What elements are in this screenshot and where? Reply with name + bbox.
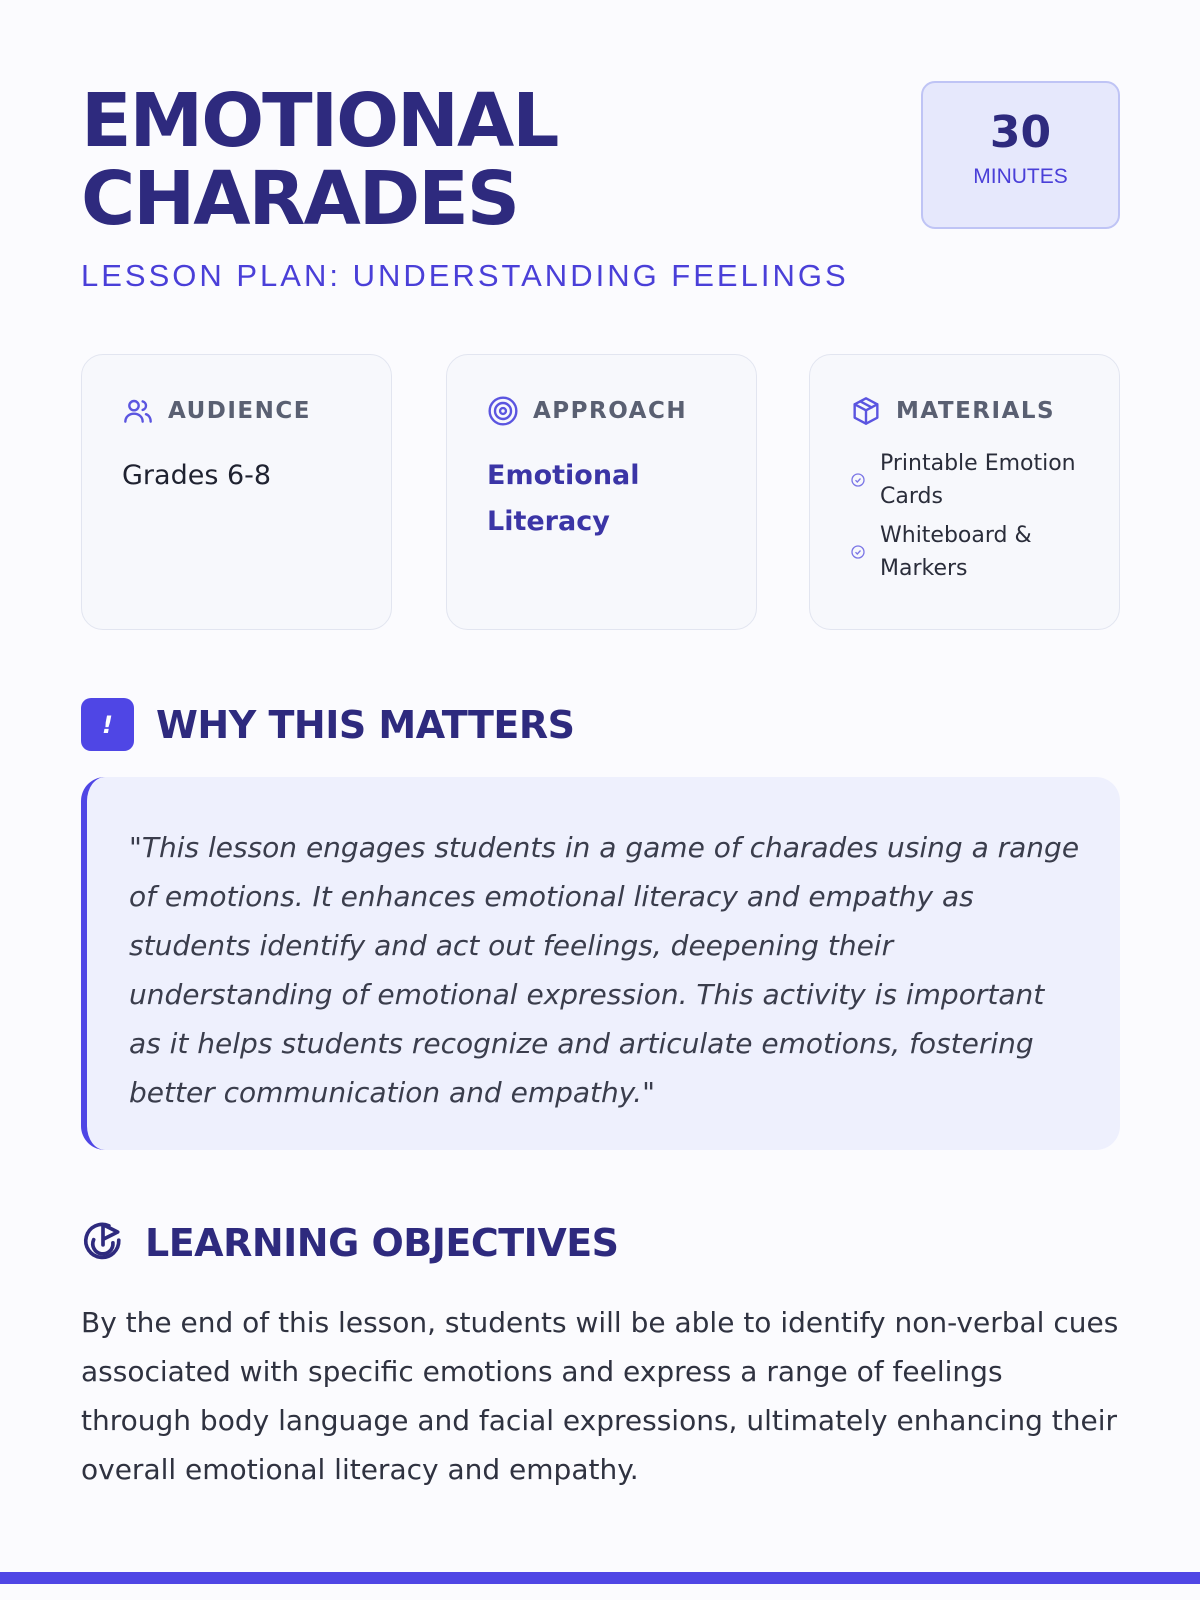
target-icon (487, 395, 519, 427)
audience-value: Grades 6-8 (122, 460, 272, 491)
why-heading: WHY THIS MATTERS (156, 702, 575, 747)
duration-value: 30 (989, 107, 1052, 158)
list-item (850, 447, 1079, 513)
material-item-2 (880, 519, 1032, 585)
material-item-2-line-2: Markers (880, 556, 968, 581)
material-item-1-line-2: Cards (880, 484, 943, 509)
users-icon (122, 395, 154, 427)
materials-list (850, 447, 1079, 585)
title-line-1: EMOTIONAL (81, 78, 558, 164)
approach-value (487, 453, 716, 545)
title-line-2: CHARADES (81, 156, 519, 242)
duration-badge (921, 81, 1120, 229)
objectives-text: By the end of this lesson, students will be able to identify non-verbal cues associated with specific emotions and express a range of feelings through body language and facial expressions, ultimately enhancing their overall emotional literacy and empathy. (81, 1306, 1119, 1486)
bottom-accent-bar (0, 1572, 1200, 1584)
why-section-header (81, 698, 575, 751)
material-item-1 (880, 447, 1076, 513)
approach-value-line-2: Literacy (487, 506, 610, 537)
materials-card (809, 354, 1120, 630)
approach-card (446, 354, 757, 630)
list-item (850, 519, 1079, 585)
materials-label: MATERIALS (896, 398, 1056, 424)
objectives-section-header (81, 1220, 619, 1266)
check-circle-icon (850, 472, 866, 488)
page-title (81, 78, 558, 242)
why-quote-text: "This lesson engages students in a game of charades using a range of emotions. It enhances emotional literacy and empathy as students identify and act out feelings, deepening their understanding of emotional expression. This activity is important as it helps students recognize and articulate emotions, fostering better communication and empathy." (129, 831, 1080, 1109)
material-item-1-line-1: Printable Emotion (880, 451, 1076, 476)
objectives-heading: LEARNING OBJECTIVES (145, 1221, 619, 1265)
duration-unit: MINUTES (973, 165, 1068, 188)
why-quote-box (81, 777, 1120, 1150)
approach-value-line-1: Emotional (487, 460, 640, 491)
audience-label: AUDIENCE (168, 398, 311, 424)
audience-card (81, 354, 392, 630)
goal-icon (81, 1220, 125, 1266)
page-subtitle: LESSON PLAN: UNDERSTANDING FEELINGS (81, 258, 849, 293)
approach-label: APPROACH (533, 398, 688, 424)
material-item-2-line-1: Whiteboard & (880, 523, 1032, 548)
exclamation-icon: ! (81, 698, 134, 751)
package-icon (850, 395, 882, 427)
check-circle-icon (850, 544, 866, 560)
